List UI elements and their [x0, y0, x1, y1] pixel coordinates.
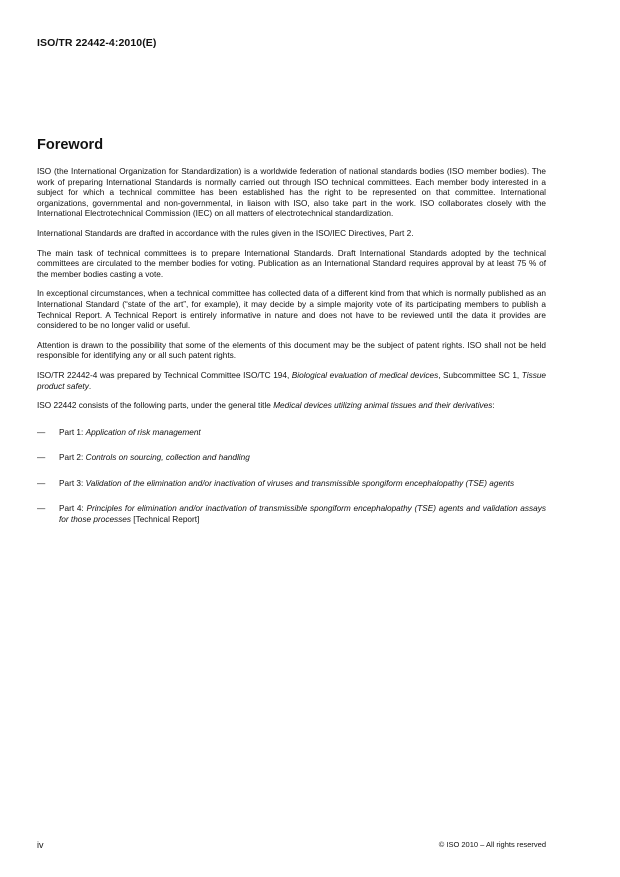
paragraph-patent: Attention is drawn to the possibility that some of the elements of this document may be the subject of patent rights. ISO shall not be held responsible for identifying any or all such patent rights. — [37, 340, 546, 361]
prepared-text-c: . — [88, 381, 92, 391]
dash-bullet: — — [37, 427, 46, 437]
part-label: Part 4: — [59, 504, 87, 514]
prepared-text-b: , Subcommittee SC 1, — [438, 370, 522, 380]
parts-list — [37, 428, 546, 526]
page-title: Foreword — [37, 137, 104, 153]
series-text-a: ISO 22442 consists of the following parts, under the general title — [37, 401, 274, 411]
paragraph-directives: International Standards are drafted in accordance with the rules given in the ISO/IEC Directives, Part 2. — [37, 228, 414, 238]
series-general-title: Medical devices utilizing animal tissues and their derivatives — [273, 401, 493, 411]
dash-bullet: — — [37, 504, 46, 514]
part-title: Principles for elimination and/or inactivation of transmissible spongiform encephalopathy (TSE) agents and validation assays for those processes — [59, 504, 546, 525]
part-label: Part 3: — [59, 478, 86, 488]
subcommittee-title: Tissue product safety — [37, 370, 546, 391]
part-title: Application of risk management — [85, 427, 201, 437]
paragraph-series — [37, 401, 546, 412]
part-label: Part 1: — [59, 427, 86, 437]
part-title: Controls on sourcing, collection and handling — [85, 453, 250, 463]
list-item — [37, 428, 546, 439]
list-item — [37, 479, 546, 490]
paragraph-exceptional: In exceptional circumstances, when a technical committee has collected data of a different kind from that which is normally published as an International Standard (“state of the art”, for example), it may decide by a simple majority vote of its participating members to publish a Technical Report. A Technical Report is entirely informative in nature and does not have to be reviewed until the data it provides are considered to be no longer valid or useful. — [37, 289, 546, 331]
paragraph-prepared-by — [37, 371, 546, 392]
page-number: iv — [37, 840, 44, 850]
committee-title: Biological evaluation of medical devices — [291, 370, 439, 380]
paragraph-iso-intro: ISO (the International Organization for Standardization) is a worldwide federation of national standards bodies (ISO member bodies). The work of preparing International Standards is normally carried out through ISO technical committees. Each member body interested in a subject for which a technical committee has been established has the right to be represented on that committee. International organizations, governmental and non-governmental, in liaison with ISO, also take part in the work. ISO collaborates closely with the International Electrotechnical Commission (IEC) on all matters of electrotechnical standardization. — [37, 167, 546, 219]
copyright-notice: © ISO 2010 – All rights reserved — [438, 840, 546, 849]
dash-bullet: — — [37, 478, 46, 488]
dash-bullet: — — [37, 453, 46, 463]
part-label: Part 2: — [59, 453, 86, 463]
foreword-body — [37, 167, 546, 541]
part-title: Validation of the elimination and/or inactivation of viruses and transmissible spongiform encephalopathy (TSE) agents — [85, 478, 515, 488]
series-text-b: : — [492, 401, 495, 411]
document-identifier: ISO/TR 22442-4:2010(E) — [37, 37, 157, 49]
list-item — [37, 504, 546, 525]
list-item — [37, 453, 546, 464]
prepared-text-a: ISO/TR 22442-4 was prepared by Technical Committee ISO/TC 194, — [37, 370, 292, 380]
paragraph-main-task: The main task of technical committees is to prepare International Standards. Draft International Standards adopted by the technical committees are circulated to the member bodies for voting. Publication as an International Standard requires approval by at least 75 % of the member bodies casting a vote. — [37, 248, 546, 279]
part-suffix: [Technical Report] — [131, 515, 200, 525]
